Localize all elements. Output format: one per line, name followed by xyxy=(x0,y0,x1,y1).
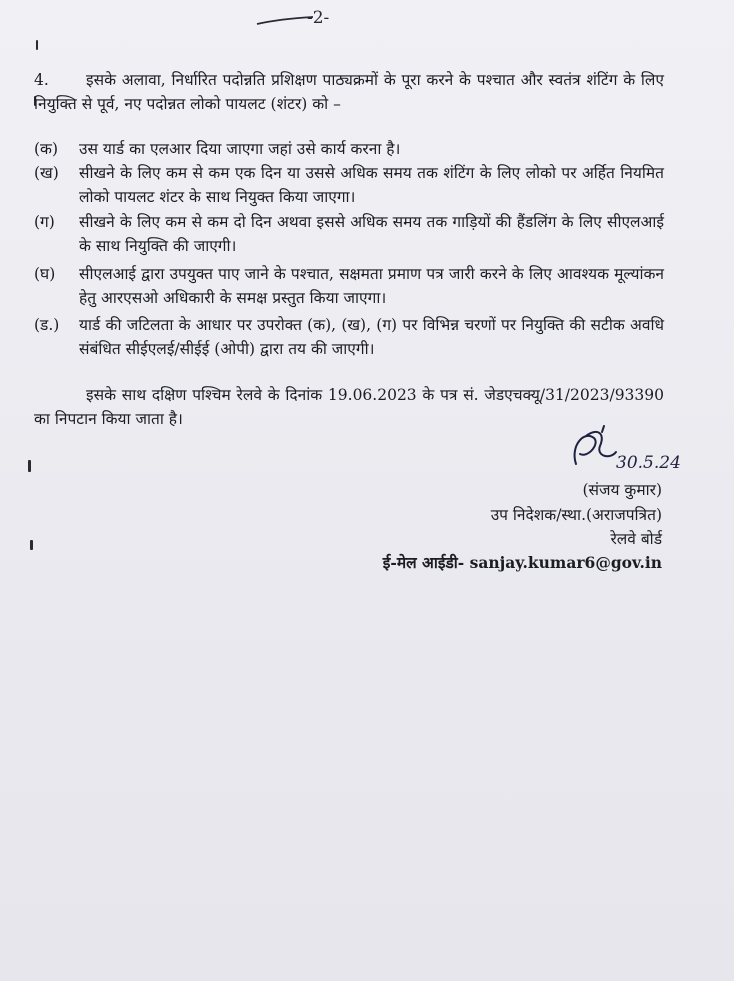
list-item-text: उस यार्ड का एलआर दिया जाएगा जहां उसे कार्य करना है। xyxy=(79,140,401,158)
closing-paragraph: इसके साथ दक्षिण पश्चिम रेलवे के दिनांक 19.06.2023 के पत्र सं. जेडएचक्यू/31/2023/93390 का निपटान किया जाता है। xyxy=(34,386,664,428)
paragraph-4 xyxy=(34,68,664,116)
list-item-text: यार्ड की जटिलता के आधार पर उपरोक्त (क), (ख), (ग) पर विभिन्न चरणों पर नियुक्ति की सटीक अवधि संबंधित सीईएलई/सीईई (ओपी) द्वारा तय की जाएगी। xyxy=(79,316,664,358)
paragraph-text: इसके अलावा, निर्धारित पदोन्नति प्रशिक्षण पाठ्यक्रमों के पूरा करने के पश्चात और स्वतंत्र शंटिंग के लिए नियुक्ति से पूर्व, नए पदोन्नत लोको पायलट (शंटर) को – xyxy=(34,71,664,113)
signatory-email: ई-मेल आईडी- sanjay.kumar6@gov.in xyxy=(382,553,662,572)
paragraph-number: 4. xyxy=(34,71,49,89)
list-item-label: (ग) xyxy=(34,213,55,231)
list-item-text: सीखने के लिए कम से कम दो दिन अथवा इससे अधिक समय तक गाड़ियों की हैंडलिंग के लिए सीएलआई के साथ नियुक्ति की जाएगी। xyxy=(79,213,664,255)
signature-date: 30.5.24 xyxy=(616,453,681,473)
list-item-label: (घ) xyxy=(34,265,56,283)
page-number-handwritten xyxy=(255,4,345,34)
signatory-designation: उप निदेशक/स्था.(अराजपत्रित) xyxy=(490,506,662,524)
list-item-label: (ख) xyxy=(34,164,59,182)
signatory-name: (संजय कुमार) xyxy=(582,481,662,499)
signature-handwritten xyxy=(566,424,696,482)
list-item-text: सीएलआई द्वारा उपयुक्त पाए जाने के पश्चात, सक्षमता प्रमाण पत्र जारी करने के लिए आवश्यक मूल्यांकन हेतु आरएसओ अधिकारी के समक्ष प्रस्तुत किया जाएगा। xyxy=(79,265,664,307)
list-item-label: (ड.) xyxy=(34,316,60,334)
margin-mark xyxy=(30,540,33,550)
list-item-label: (क) xyxy=(34,140,58,158)
signatory-office: रेलवे बोर्ड xyxy=(610,530,662,548)
margin-mark xyxy=(36,40,38,50)
page-number-text: -2- xyxy=(307,8,330,28)
list-item-text: सीखने के लिए कम से कम एक दिन या उससे अधिक समय तक शंटिंग के लिए लोको पर अर्हित नियमित लोको पायलट शंटर के साथ नियुक्त किया जाएगा। xyxy=(79,164,664,206)
margin-mark xyxy=(28,460,31,472)
